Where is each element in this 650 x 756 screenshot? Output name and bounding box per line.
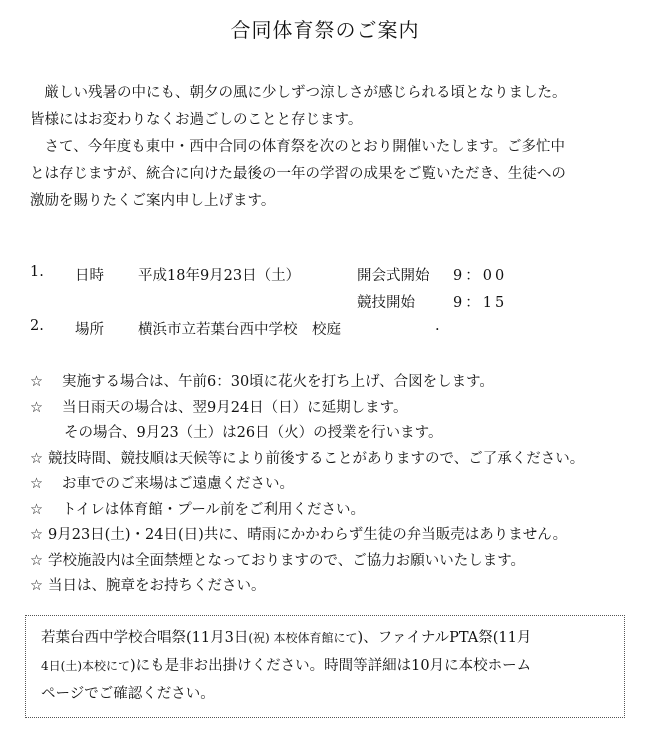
star-icon: ☆ bbox=[30, 450, 43, 467]
competition-time: 9：15 bbox=[453, 295, 508, 311]
box-text: )、ファイナルPTA祭(11月 bbox=[357, 630, 532, 646]
star-icon: ☆ bbox=[30, 501, 43, 518]
box-text: ページでご確認ください。 bbox=[41, 686, 215, 702]
note-text: その場合、9月23（土）は26日（火）の授業を行います。 bbox=[64, 425, 443, 441]
intro-line: さて、今年度も東中・西中合同の体育祭を次のとおり開催いたします。ご多忙中 bbox=[44, 139, 566, 155]
star-icon: ☆ bbox=[30, 578, 43, 594]
note-text: 当日雨天の場合は、翌9月24日（日）に延期します。 bbox=[62, 399, 408, 416]
note-text: 9月23日(土)・24日(日)共に、晴雨にかかわらず生徒の弁当販売はありません。 bbox=[48, 527, 568, 543]
box-text: )にも是非お出掛けください。時間等詳細は10月に本校ホーム bbox=[130, 658, 532, 674]
note-item bbox=[30, 549, 640, 575]
note-item bbox=[30, 523, 640, 549]
box-text-small: 4日(土)本校にて bbox=[41, 659, 130, 673]
intro-line: 皆様にはお変わりなくお過ごしのことと存じます。 bbox=[30, 112, 363, 128]
box-text-small: (祝) 本校体育館にて bbox=[248, 631, 358, 645]
note-item bbox=[30, 574, 640, 600]
page-title: 合同体育祭のご案内 bbox=[230, 18, 420, 42]
star-icon: ☆ bbox=[30, 527, 43, 543]
note-text: トイレは体育館・プール前をご利用ください。 bbox=[62, 501, 366, 518]
item1-label: 日時 bbox=[75, 268, 104, 284]
star-icon: ☆ bbox=[30, 399, 43, 416]
event-info-box bbox=[25, 615, 625, 718]
note-item-continued bbox=[30, 421, 640, 447]
star-icon: ☆ bbox=[30, 374, 43, 390]
notes-list bbox=[30, 370, 640, 600]
intro-line: 激励を賜りたくご案内申し上げます。 bbox=[30, 193, 276, 209]
box-line-2 bbox=[41, 654, 531, 675]
note-text: 学校施設内は全面禁煙となっておりますので、ご協力お願いいたします。 bbox=[48, 552, 526, 569]
star-icon: ☆ bbox=[30, 476, 43, 492]
place-trailing-mark: . bbox=[435, 318, 440, 334]
opening-time: 9：00 bbox=[453, 268, 508, 284]
intro-line: とは存じますが、統合に向けた最後の一年の学習の成果をご覧いただき、生徒への bbox=[30, 166, 566, 182]
competition-label: 競技開始 bbox=[357, 295, 415, 311]
box-text: 若葉台西中学校合唱祭(11月3日 bbox=[41, 630, 249, 646]
note-text: 当日は、腕章をお持ちください。 bbox=[48, 578, 266, 594]
opening-label: 開会式開始 bbox=[357, 268, 430, 284]
note-text: 競技時間、競技順は天候等により前後することがありますので、ご了承ください。 bbox=[48, 450, 585, 467]
note-text: 実施する場合は、午前6：30頃に花火を打ち上げ、合図をします。 bbox=[62, 374, 494, 390]
note-item bbox=[30, 447, 640, 473]
item2-number: 2. bbox=[30, 318, 44, 334]
note-item bbox=[30, 498, 640, 524]
note-item bbox=[30, 472, 640, 498]
box-line-3 bbox=[41, 682, 215, 703]
item2-label: 場所 bbox=[75, 322, 104, 338]
box-line-1 bbox=[41, 626, 531, 647]
note-item bbox=[30, 396, 640, 422]
star-icon: ☆ bbox=[30, 552, 43, 569]
intro-section bbox=[30, 80, 630, 215]
item1-number: 1. bbox=[30, 264, 44, 280]
event-place: 横浜市立若葉台西中学校 校庭 bbox=[138, 322, 341, 338]
note-item bbox=[30, 370, 640, 396]
note-text: お車でのご来場はご遠慮ください。 bbox=[62, 476, 294, 492]
intro-line: 厳しい残暑の中にも、朝夕の風に少しずつ涼しさが感じられる頃となりました。 bbox=[44, 85, 567, 101]
event-date: 平成18年9月23日（土） bbox=[138, 268, 301, 284]
